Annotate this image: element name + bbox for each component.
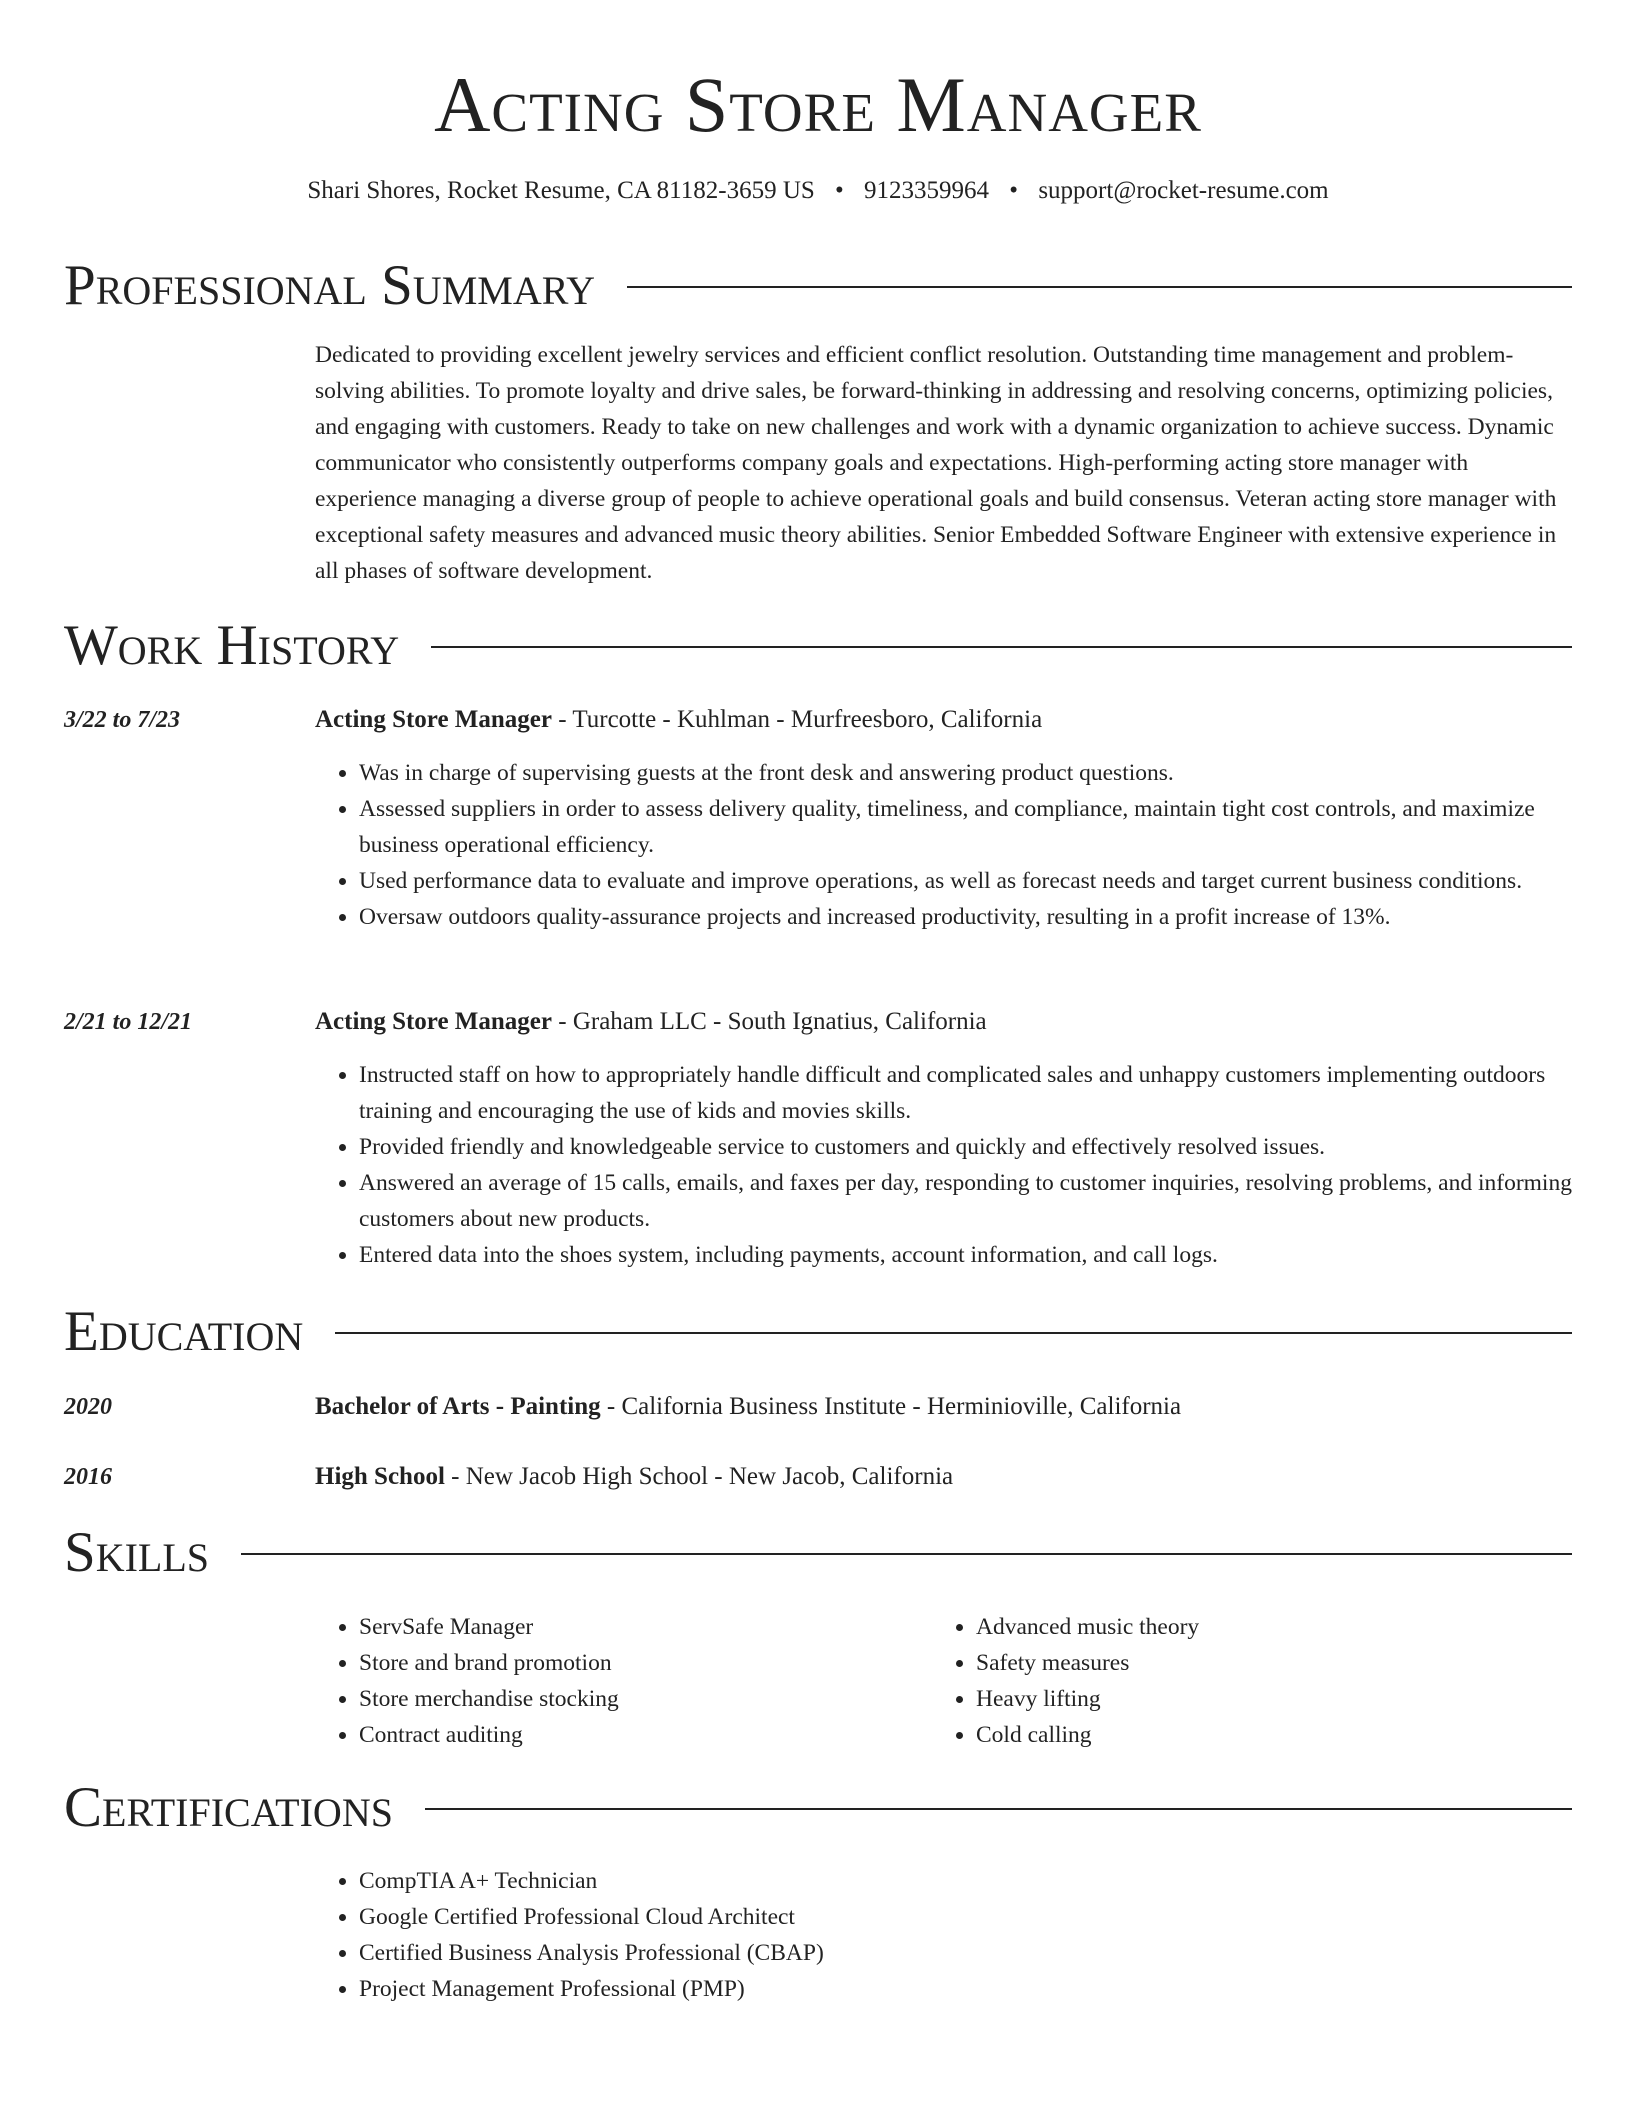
work-section-heading	[64, 614, 1572, 678]
job-bullets	[315, 755, 1572, 935]
list-item: • Oversaw outdoors quality-assurance projects and increased productivity, resulting in a profit increase of 13%.	[359, 899, 1572, 935]
list-item: • Provided friendly and knowledgeable service to customers and quickly and effectively resolved issues.	[359, 1129, 1572, 1165]
education-section-heading	[64, 1300, 1572, 1364]
summary-section-heading	[64, 254, 1572, 318]
education-title-line	[315, 1459, 1572, 1495]
education-title-line	[315, 1389, 1572, 1425]
education-details: - California Business Institute - Herminioville, California	[600, 1393, 1182, 1420]
list-item: • Instructed staff on how to appropriately handle difficult and complicated sales and unhappy customers implementing outdoors training and encouraging the use of kids and movies skills.	[359, 1057, 1572, 1129]
job-bullets	[315, 1057, 1572, 1273]
list-item: • Google Certified Professional Cloud Architect	[359, 1899, 1572, 1935]
list-item: • Answered an average of 15 calls, emails, and faxes per day, responding to customer inquiries, resolving problems, and informing customers about new products.	[359, 1165, 1572, 1237]
contact-email: support@rocket-resume.com	[1038, 177, 1329, 204]
list-item: • Contract auditing	[359, 1717, 915, 1753]
education-degree: High School	[315, 1463, 445, 1490]
job-dates: 2/21 to 12/21	[64, 1009, 193, 1035]
contact-separator: •	[1009, 177, 1019, 204]
section-divider	[627, 286, 1572, 288]
list-item: • CompTIA A+ Technician	[359, 1863, 1572, 1899]
job-title: Acting Store Manager	[315, 706, 552, 733]
list-item: • Entered data into the shoes system, including payments, account information, and call logs.	[359, 1237, 1572, 1273]
list-item: • Safety measures	[976, 1645, 1532, 1681]
education-heading: Education	[64, 1300, 304, 1363]
list-item: • Heavy lifting	[976, 1681, 1532, 1717]
resume-name: Acting Store Manager	[434, 61, 1202, 148]
contact-line	[64, 174, 1572, 208]
job-title: Acting Store Manager	[315, 1008, 552, 1035]
list-item: • Cold calling	[976, 1717, 1532, 1753]
list-item: • Store and brand promotion	[359, 1645, 915, 1681]
summary-text: Dedicated to providing excellent jewelry services and efficient conflict resolution. Outstanding time management and problem-solving abilities. To promote loyalty and drive sales, be forward-thinking in addressing and resolving concerns, optimizing policies, and engaging with customers. Ready to take on new challenges and work with a dynamic organization to achieve success. Dynamic communicator who consistently outperforms company goals and expectations. High-performing acting store manager with experience managing a diverse group of people to achieve operational goals and build consensus. Veteran acting store manager with exceptional safety measures and advanced music theory abilities. Senior Embedded Software Engineer with extensive experience in all phases of software development.	[315, 342, 1557, 584]
contact-phone: 9123359964	[864, 177, 990, 204]
job-title-line	[315, 702, 1572, 738]
education-details: - New Jacob High School - New Jacob, California	[444, 1463, 954, 1490]
skills-list-left	[315, 1609, 915, 1753]
job-title-line	[315, 1004, 1572, 1040]
section-divider	[425, 1808, 1572, 1810]
list-item: • Project Management Professional (PMP)	[359, 1971, 1572, 2007]
section-divider	[241, 1553, 1572, 1555]
list-item: • Certified Business Analysis Professional (CBAP)	[359, 1935, 1572, 1971]
summary-heading: Professional Summary	[64, 254, 596, 317]
job-details: - Turcotte - Kuhlman - Murfreesboro, California	[552, 706, 1043, 733]
education-year: 2016	[64, 1464, 112, 1490]
education-year: 2020	[64, 1394, 112, 1420]
list-item: • Assessed suppliers in order to assess delivery quality, timeliness, and compliance, maintain tight cost controls, and maximize business operational efficiency.	[359, 791, 1572, 863]
list-item: • Used performance data to evaluate and improve operations, as well as forecast needs and target current business conditions.	[359, 863, 1572, 899]
list-item: • Advanced music theory	[976, 1609, 1532, 1645]
skills-heading: Skills	[64, 1521, 210, 1584]
work-heading: Work History	[64, 614, 400, 677]
list-item: • Was in charge of supervising guests at the front desk and answering product questions.	[359, 755, 1572, 791]
list-item: • ServSafe Manager	[359, 1609, 915, 1645]
certifications-list	[315, 1863, 1572, 2007]
contact-address: Shari Shores, Rocket Resume, CA 81182-3659 US	[307, 177, 815, 204]
certifications-section-heading	[64, 1776, 1572, 1840]
job-details: - Graham LLC - South Ignatius, California	[552, 1008, 987, 1035]
section-divider	[335, 1332, 1572, 1334]
skills-list-right	[932, 1609, 1532, 1753]
job-dates: 3/22 to 7/23	[64, 707, 181, 733]
contact-separator: •	[835, 177, 844, 204]
certifications-heading: Certifications	[64, 1776, 393, 1839]
section-divider	[431, 646, 1572, 648]
skills-section-heading	[64, 1521, 1572, 1585]
education-degree: Bachelor of Arts - Painting	[315, 1393, 601, 1420]
list-item: • Store merchandise stocking	[359, 1681, 915, 1717]
